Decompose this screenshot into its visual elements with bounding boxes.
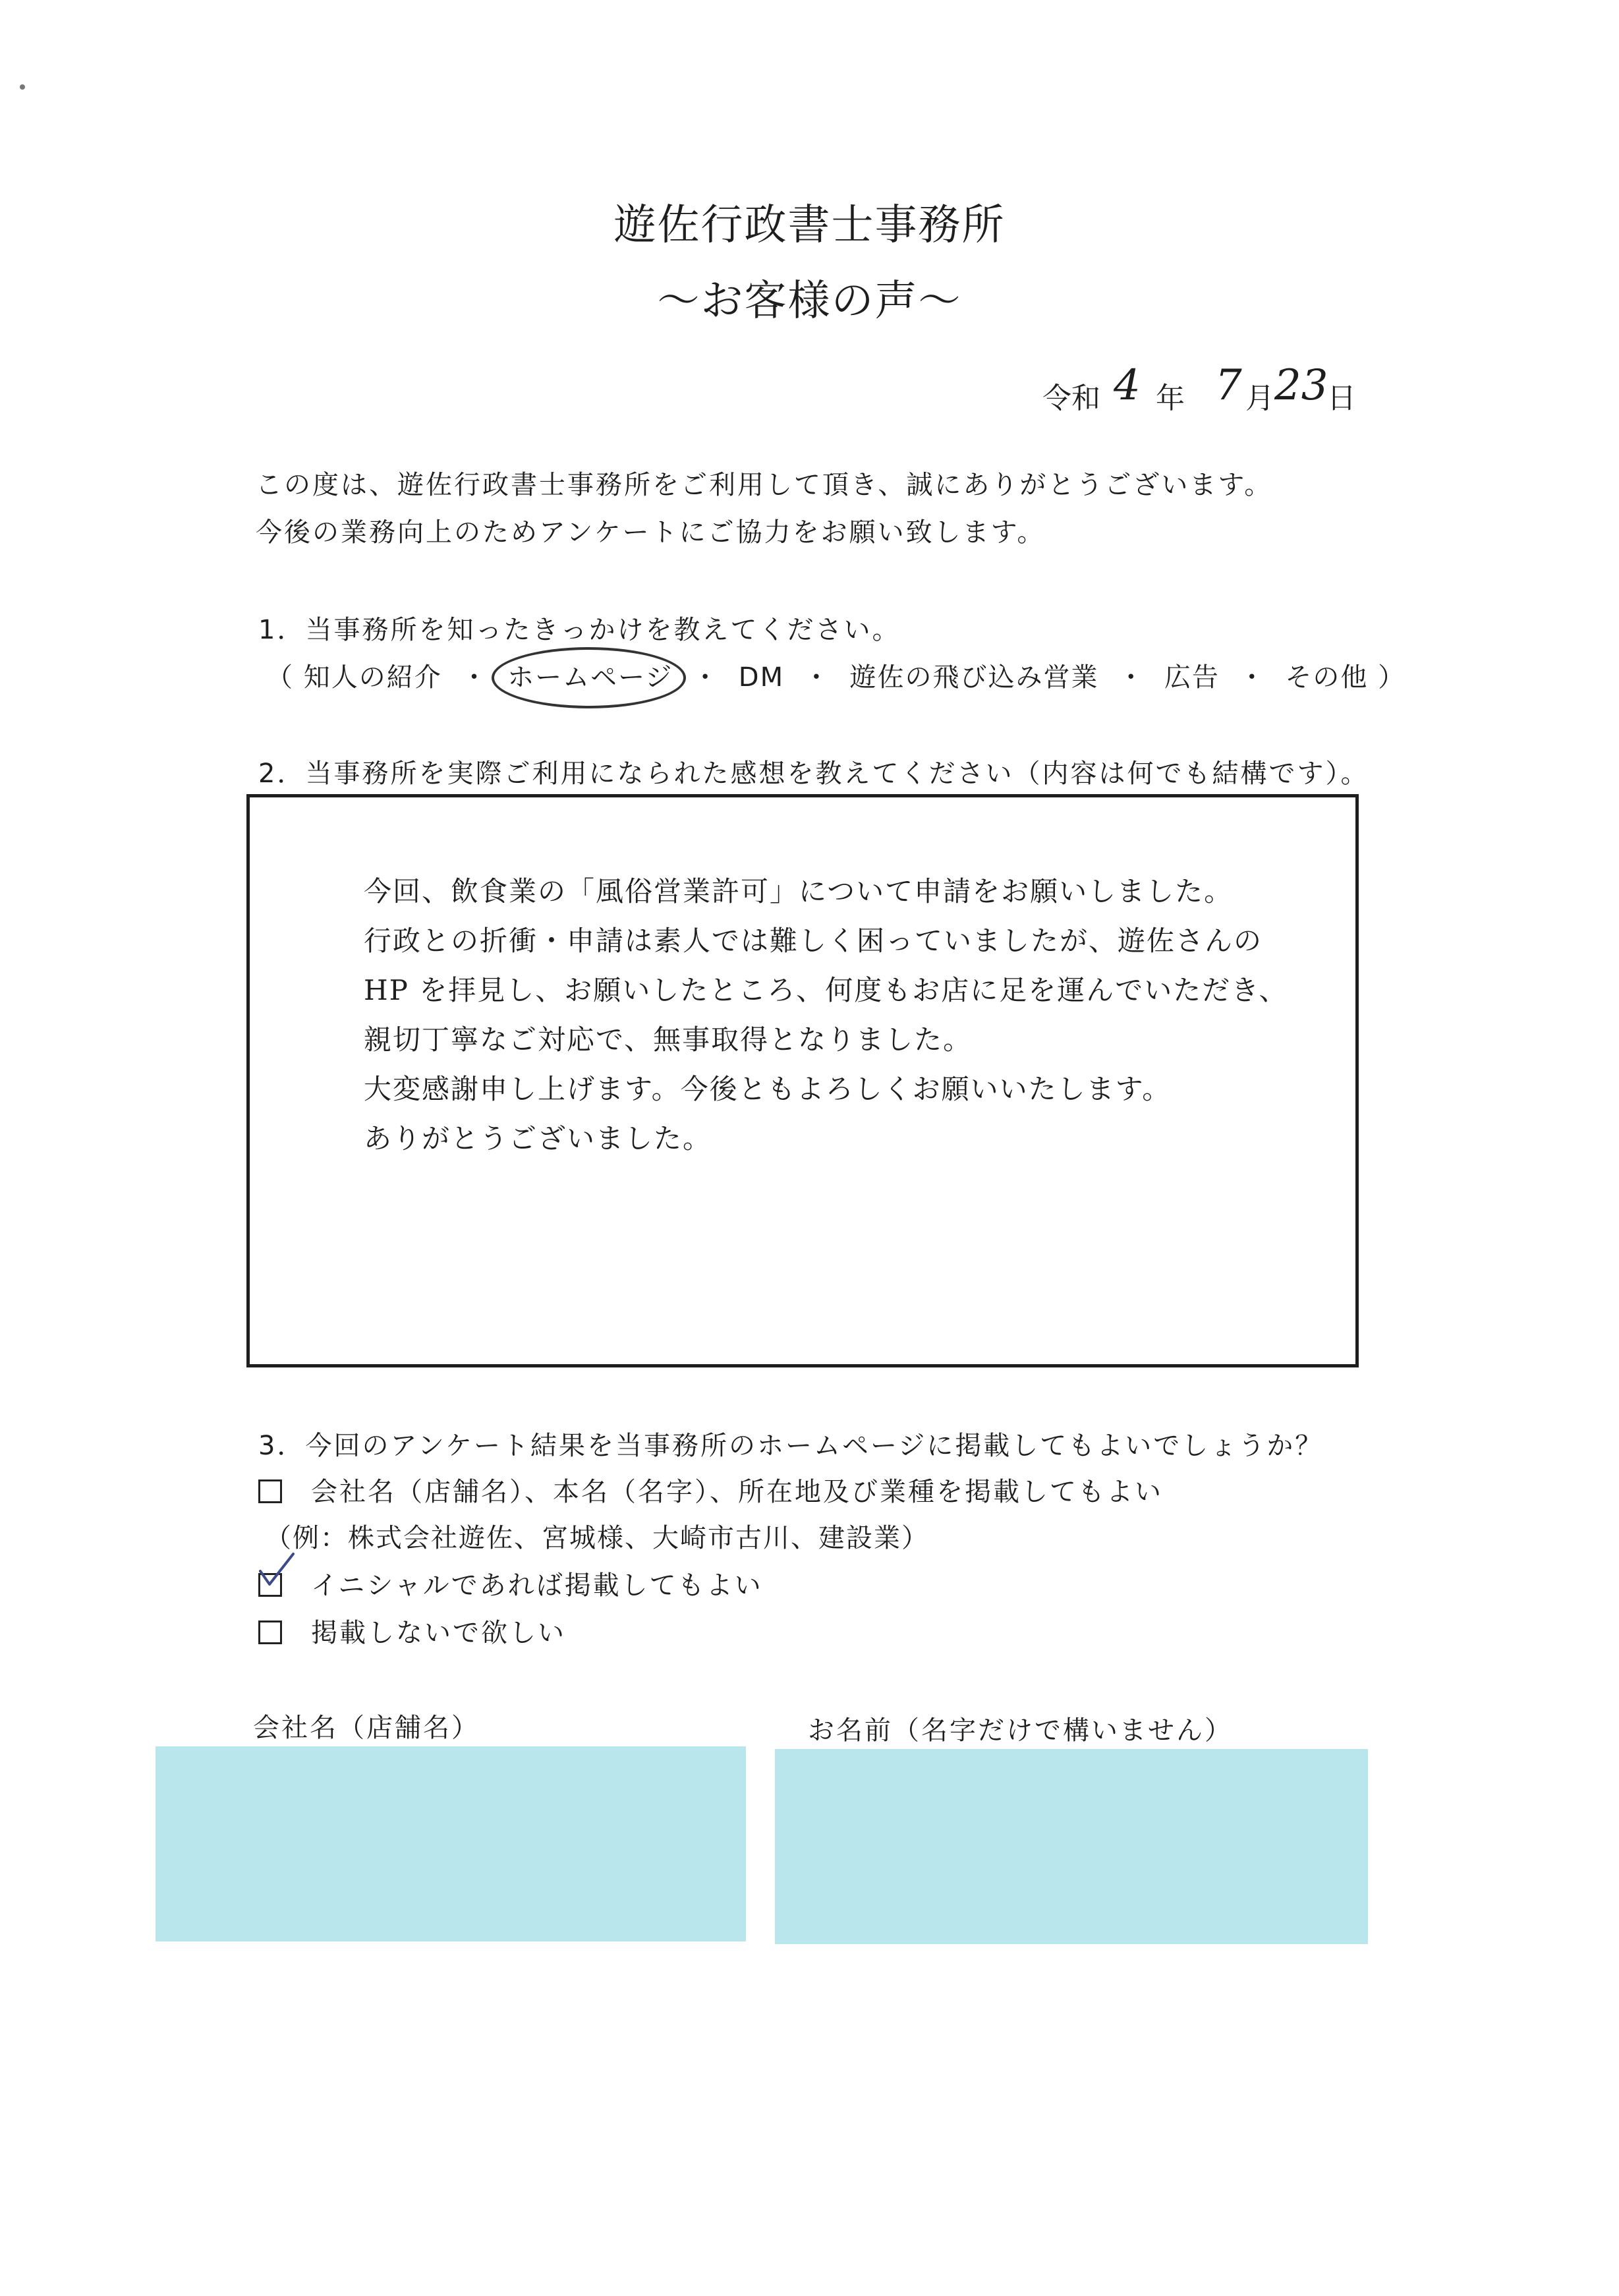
- company-name-label: 会社名（店舗名）: [253, 1713, 480, 1743]
- option-walk-in-sales[interactable]: 遊佐の飛び込み営業: [849, 662, 1099, 693]
- question-1-options: [266, 656, 1406, 694]
- intro-line: 今後の業務向上のためアンケートにご協力をお願い致します。: [256, 517, 1046, 548]
- option-separator: ・: [461, 662, 489, 693]
- option-label: イニシャルであれば掲載してもよい: [311, 1570, 763, 1601]
- option-separator: ・: [1238, 662, 1266, 693]
- answer-line: HP を拝見し、お願いしたところ、何度もお店に足を運んでいただき、: [364, 974, 1288, 1006]
- question-3: 3．今回のアンケート結果を当事務所のホームページに掲載してもよいでしょうか？: [258, 1431, 1324, 1461]
- option-separator: ・: [692, 662, 720, 693]
- page-subtitle: ～お客様の声～: [657, 277, 962, 326]
- answer-line: ありがとうございました。: [364, 1122, 712, 1155]
- question-1: 1．当事務所を知ったきっかけを教えてください。: [258, 615, 901, 645]
- option-separator: ・: [1118, 662, 1146, 693]
- date-day-handwritten: 23: [1274, 361, 1328, 410]
- publish-option-full[interactable]: [258, 1471, 1163, 1508]
- company-name-redacted-field: [156, 1746, 746, 1941]
- date-era: 令和: [1042, 382, 1100, 415]
- answer-line: 行政との折衝・申請は素人では難しく困っていましたが、遊佐さんの: [364, 925, 1263, 957]
- question-2: 2．当事務所を実際ご利用になられた感想を教えてください（内容は何でも結構です）。: [258, 759, 1369, 789]
- scan-speck: [20, 84, 25, 90]
- checkbox-full-unchecked[interactable]: [258, 1479, 282, 1503]
- page-title: 遊佐行政書士事務所: [613, 201, 1006, 250]
- option-other[interactable]: その他: [1285, 662, 1369, 693]
- date-day-unit: 日: [1327, 382, 1356, 415]
- option-homepage-circled[interactable]: ホームページ: [507, 656, 673, 694]
- date-line: [1042, 361, 1359, 420]
- answer-line: 親切丁寧なご対応で、無事取得となりました。: [364, 1023, 973, 1056]
- answer-line: 今回、飲食業の「風俗営業許可」について申請をお願いしました。: [364, 875, 1234, 907]
- intro-line: この度は、遊佐行政書士事務所をご利用して頂き、誠にありがとうございます。: [256, 470, 1273, 500]
- option-label: 掲載しないで欲しい: [311, 1618, 566, 1648]
- option-advertisement[interactable]: 広告: [1164, 662, 1220, 693]
- answer-line: 大変感謝申し上げます。今後ともよろしくお願いいたします。: [364, 1073, 1172, 1105]
- date-month-unit: 月: [1245, 382, 1274, 415]
- option-label: 会社名（店舗名）、本名（名字）、所在地及び業種を掲載してもよい: [311, 1477, 1163, 1507]
- option-referral[interactable]: 知人の紹介: [303, 662, 442, 693]
- date-month-handwritten: 7: [1215, 361, 1242, 410]
- intro-text: [256, 461, 1272, 556]
- checkbox-initials-checked[interactable]: [258, 1573, 282, 1597]
- option-separator: ・: [803, 662, 831, 693]
- options-close-paren: ）: [1378, 662, 1406, 693]
- option-dm[interactable]: DM: [738, 662, 785, 693]
- customer-name-label: お名前（名字だけで構いません）: [808, 1715, 1233, 1746]
- customer-name-redacted-field: [775, 1749, 1368, 1944]
- answer-text: [364, 867, 1288, 1163]
- date-year-handwritten: 4: [1114, 361, 1141, 410]
- publish-example: （例：株式会社遊佐、宮城様、大崎市古川、建設業）: [265, 1523, 929, 1553]
- publish-option-initials[interactable]: [258, 1564, 763, 1602]
- checkbox-none-unchecked[interactable]: [258, 1621, 282, 1644]
- date-year-unit: 年: [1156, 382, 1185, 415]
- check-mark-icon: [256, 1551, 296, 1591]
- options-open-paren: （: [266, 662, 294, 693]
- publish-option-none[interactable]: [258, 1612, 566, 1650]
